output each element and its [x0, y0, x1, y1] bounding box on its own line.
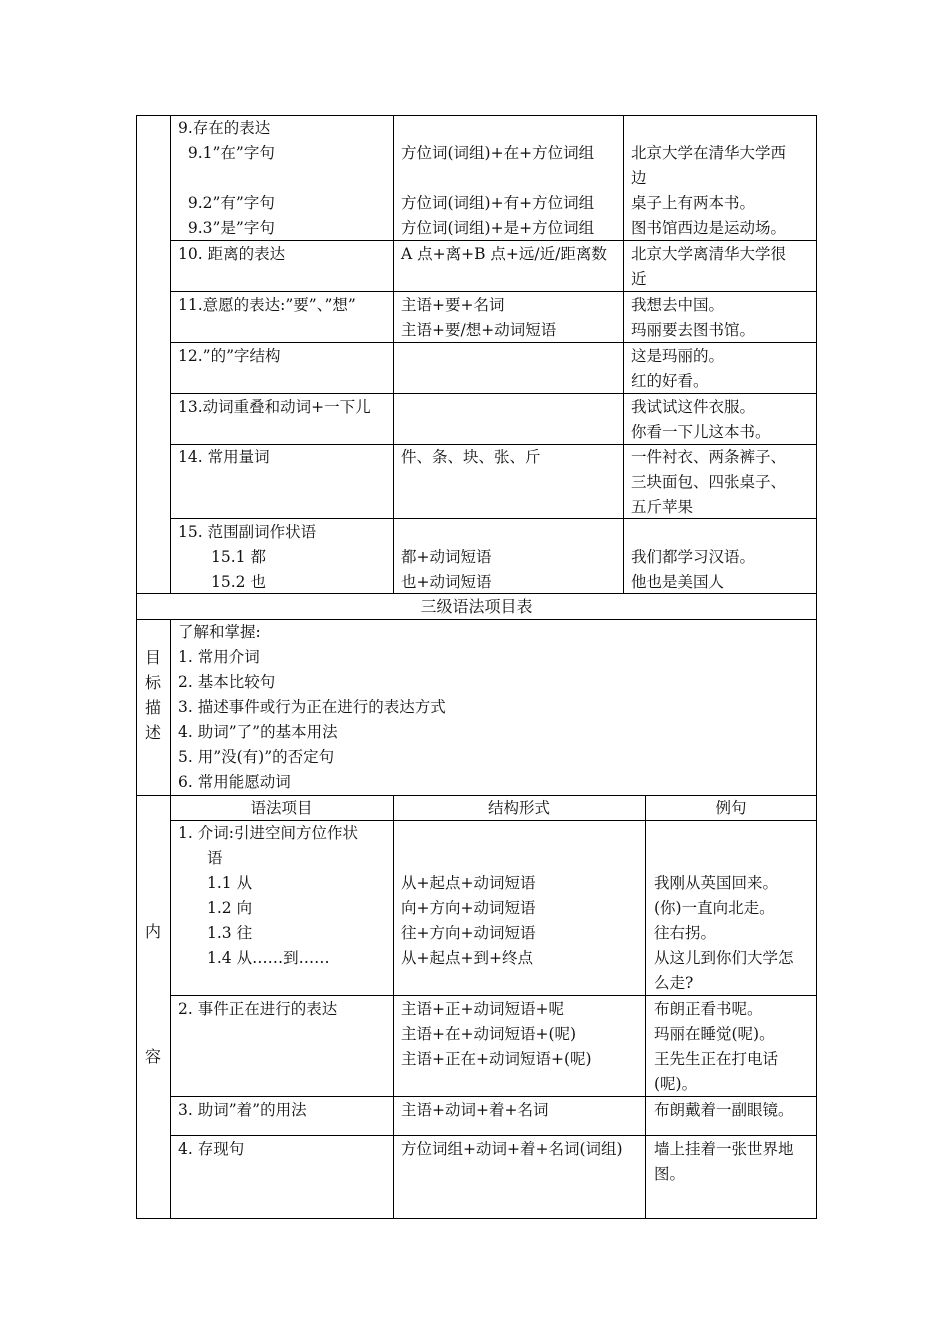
item-cell: 11.意愿的表达:”要”、”想”: [178, 296, 356, 314]
example-cell: 么走?: [654, 974, 694, 992]
item-cell: 1.3 往: [207, 924, 253, 942]
divider: [393, 795, 394, 1219]
example-cell: 从这儿到你们大学怎: [654, 949, 794, 967]
structure-cell: 主语+正+动词短语+呢: [401, 1000, 564, 1018]
example-cell: (你)一直向北走。: [654, 899, 775, 917]
item-cell: 14. 常用量词: [178, 448, 270, 466]
content-label: 内: [144, 922, 161, 941]
example-cell: 玛丽要去图书馆。: [631, 321, 756, 339]
structure-cell: 主语+要/想+动词短语: [401, 321, 557, 339]
example-cell: 图书馆西边是运动场。: [631, 219, 787, 237]
example-cell: (呢)。: [654, 1075, 698, 1093]
goal-line: 了解和掌握:: [178, 623, 261, 641]
example-cell: 他也是美国人: [631, 573, 725, 591]
divider: [623, 115, 624, 593]
structure-cell: 主语+正在+动词短语+(呢): [401, 1050, 592, 1068]
structure-cell: 主语+要+名词: [401, 296, 505, 314]
item-cell: 4. 存现句: [178, 1140, 245, 1158]
example-cell: 北京大学在清华大学西: [631, 144, 787, 162]
divider: [393, 115, 394, 593]
goal-label: 描: [144, 698, 161, 717]
divider: [170, 393, 817, 394]
item-cell: 3. 助词”着”的用法: [178, 1101, 307, 1119]
item-cell: 15. 范围副词作状语: [178, 523, 317, 541]
example-cell: 这是玛丽的。: [631, 347, 725, 365]
goal-line: 6. 常用能愿动词: [178, 773, 291, 791]
item-cell: 1.2 向: [207, 899, 253, 917]
example-cell: 布朗戴着一副眼镜。: [654, 1101, 794, 1119]
divider: [170, 619, 171, 1219]
item-cell: 9.3”是”字句: [178, 219, 275, 237]
goal-line: 1. 常用介词: [178, 648, 260, 666]
goal-line: 5. 用”没(有)”的否定句: [178, 748, 335, 766]
structure-cell: 从+起点+动词短语: [401, 874, 536, 892]
example-cell: 桌子上有两本书。: [631, 194, 756, 212]
divider: [170, 115, 171, 593]
item-cell: 10. 距离的表达: [178, 245, 286, 263]
item-cell: 9.存在的表达: [178, 119, 271, 137]
goal-label: 标: [144, 673, 161, 692]
item-cell: 15.2 也: [211, 573, 266, 591]
structure-cell: 往+方向+动词短语: [401, 924, 536, 942]
example-cell: 我们都学习汉语。: [631, 548, 756, 566]
example-cell: 北京大学离清华大学很: [631, 245, 787, 263]
example-cell: 一件衬衣、两条裤子、: [631, 448, 787, 466]
structure-cell: 方位词(词组)+有+方位词组: [401, 194, 595, 212]
divider: [170, 1135, 817, 1136]
structure-cell: 方位词(词组)+在+方位词组: [401, 144, 595, 162]
divider: [170, 995, 817, 996]
goal-line: 2. 基本比较句: [178, 673, 276, 691]
structure-cell: 向+方向+动词短语: [401, 899, 536, 917]
item-cell: 1. 介词:引进空间方位作状: [178, 824, 358, 842]
example-cell: 近: [631, 270, 647, 288]
structure-cell: 方位词组+动词+着+名词(词组): [401, 1140, 623, 1158]
example-cell: 你看一下儿这本书。: [631, 423, 771, 441]
goal-line: 3. 描述事件或行为正在进行的表达方式: [178, 698, 446, 716]
example-cell: 五斤苹果: [631, 498, 694, 516]
example-cell: 三块面包、四张桌子、: [631, 473, 787, 491]
structure-cell: A 点+离+B 点+远/近/距离数: [401, 245, 607, 263]
example-cell: 玛丽在睡觉(呢)。: [654, 1025, 775, 1043]
example-cell: 我试试这件衣服。: [631, 398, 756, 416]
divider: [170, 291, 817, 292]
goal-label: 述: [144, 723, 161, 742]
divider: [170, 518, 817, 519]
example-cell: 墙上挂着一张世界地: [654, 1140, 794, 1158]
structure-cell: 件、条、块、张、斤: [401, 448, 541, 466]
divider: [645, 795, 646, 1219]
item-cell: 13.动词重叠和动词+一下儿: [178, 398, 371, 416]
example-cell: 往右拐。: [654, 924, 717, 942]
item-cell: 9.2”有”字句: [178, 194, 275, 212]
item-cell: 1.4 从……到……: [207, 949, 330, 967]
content-label: 容: [144, 1047, 161, 1066]
item-cell: 15.1 都: [211, 548, 266, 566]
item-cell: 9.1”在”字句: [178, 144, 275, 162]
header-item: 语法项目: [250, 799, 313, 817]
example-cell: 我想去中国。: [631, 296, 725, 314]
structure-cell: 也+动词短语: [401, 573, 492, 591]
header-structure: 结构形式: [487, 799, 550, 817]
example-cell: 我刚从英国回来。: [654, 874, 779, 892]
item-cell: 1.1 从: [207, 874, 253, 892]
goal-label: 目: [144, 648, 161, 667]
example-cell: 布朗正看书呢。: [654, 1000, 763, 1018]
item-cell: 12.”的”字结构: [178, 347, 281, 365]
example-cell: 边: [631, 169, 647, 187]
structure-cell: 方位词(词组)+是+方位词组: [401, 219, 595, 237]
structure-cell: 从+起点+到+终点: [401, 949, 533, 967]
item-cell: 2. 事件正在进行的表达: [178, 1000, 338, 1018]
section-title: 三级语法项目表: [420, 597, 533, 616]
goal-line: 4. 助词”了”的基本用法: [178, 723, 338, 741]
structure-cell: 主语+动词+着+名词: [401, 1101, 549, 1119]
structure-cell: 主语+在+动词短语+(呢): [401, 1025, 577, 1043]
example-cell: 红的好看。: [631, 372, 709, 390]
example-cell: 图。: [654, 1165, 686, 1183]
divider: [170, 1096, 817, 1097]
example-cell: 王先生正在打电话: [654, 1050, 779, 1068]
item-cell: 语: [207, 849, 223, 867]
structure-cell: 都+动词短语: [401, 548, 492, 566]
header-example: 例句: [715, 799, 747, 817]
